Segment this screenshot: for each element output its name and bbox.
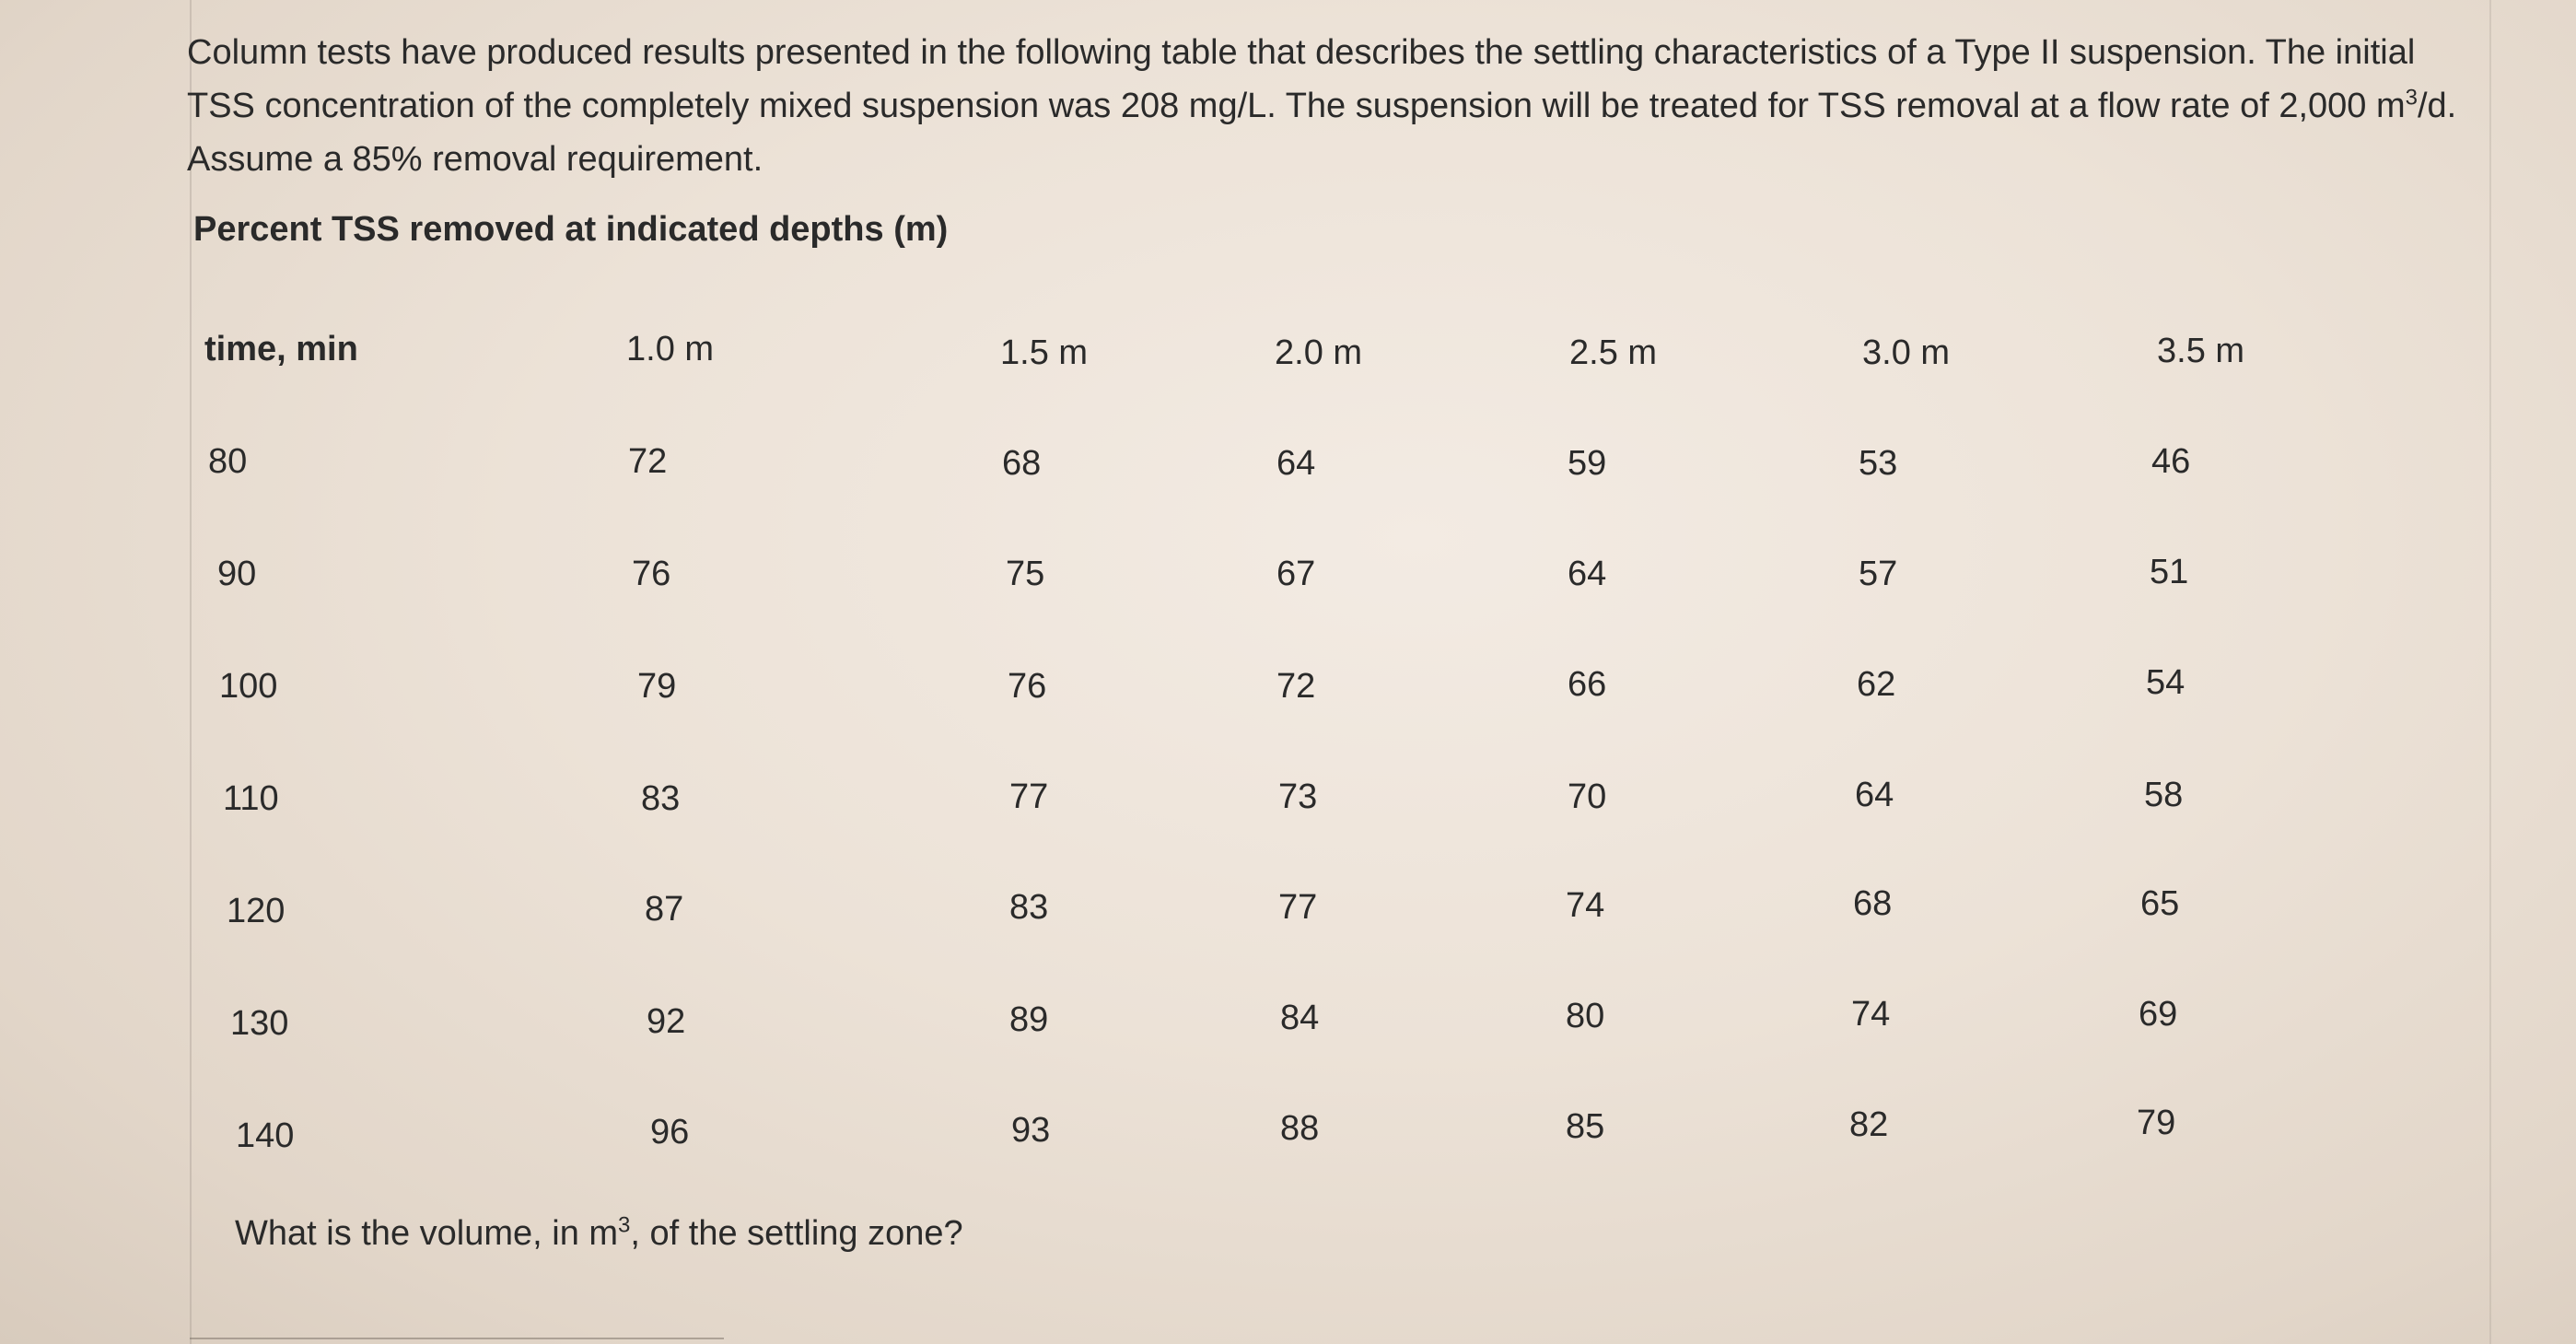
intro-line-2: [187, 79, 2471, 133]
removal-cell: 83: [1009, 888, 1049, 927]
time-cell: 80: [208, 442, 248, 481]
question-text: What is the volume, in m: [235, 1214, 619, 1253]
removal-cell: 74: [1851, 995, 1891, 1034]
time-cell: 130: [230, 1004, 289, 1043]
removal-cell: 64: [1276, 444, 1316, 483]
removal-cell: 58: [2144, 776, 2184, 814]
removal-cell: 68: [1002, 444, 1042, 483]
removal-cell: 79: [637, 667, 677, 706]
removal-cell: 96: [650, 1113, 690, 1151]
intro-line-1: Column tests have produced results presented in the following table that describes the settling characteristics of a Type II suspension. The initial: [187, 33, 2416, 72]
removal-cell: 73: [1278, 777, 1318, 816]
removal-cell: 72: [628, 442, 668, 481]
removal-cell: 76: [632, 555, 671, 593]
removal-cell: 74: [1566, 886, 1605, 925]
removal-cell: 67: [1276, 555, 1316, 593]
removal-cell: 93: [1011, 1111, 1051, 1150]
removal-cell: 84: [1280, 999, 1320, 1037]
removal-cell: 51: [2150, 553, 2189, 591]
removal-cell: 83: [641, 779, 681, 818]
question: [235, 1214, 963, 1254]
removal-cell: 64: [1855, 776, 1894, 814]
removal-cell: 87: [645, 890, 684, 929]
removal-cell: 80: [1566, 997, 1605, 1035]
removal-cell: 46: [2151, 442, 2191, 481]
removal-cell: 88: [1280, 1109, 1320, 1148]
time-cell: 120: [227, 892, 286, 930]
removal-cell: 70: [1568, 777, 1607, 816]
header-depth: 2.5 m: [1569, 333, 1658, 372]
time-cell: 140: [236, 1116, 295, 1155]
removal-cell: 62: [1857, 665, 1896, 704]
removal-cell: 59: [1568, 444, 1607, 483]
table-caption: Percent TSS removed at indicated depths (m): [193, 210, 949, 249]
header-depth: 1.0 m: [626, 330, 715, 368]
question-text-end: , of the settling zone?: [630, 1214, 963, 1253]
removal-cell: 75: [1006, 555, 1045, 593]
header-depth: 3.0 m: [1862, 333, 1951, 372]
intro-line-2-unit: /d.: [2417, 87, 2457, 125]
header-time: time, min: [204, 330, 358, 368]
removal-cell: 79: [2137, 1104, 2176, 1142]
answer-underline: [190, 1338, 724, 1339]
removal-cell: 57: [1859, 555, 1898, 593]
removal-cell: 89: [1009, 1000, 1049, 1039]
intro-line-2-text: TSS concentration of the completely mixed suspension was 208 mg/L. The suspension will be treated for TSS removal at a flow rate of 2,000 m: [187, 87, 2406, 125]
header-depth: 1.5 m: [1000, 333, 1089, 372]
intro-line-3: Assume a 85% removal requirement.: [187, 140, 763, 179]
removal-cell: 69: [2139, 995, 2178, 1034]
question-superscript: 3: [618, 1212, 631, 1238]
removal-cell: 77: [1278, 888, 1318, 927]
page-edge-line-right: [2489, 0, 2491, 1344]
removal-cell: 53: [1859, 444, 1898, 483]
removal-cell: 77: [1009, 777, 1049, 816]
time-cell: 100: [219, 667, 278, 706]
problem-statement: [187, 26, 2471, 186]
removal-cell: 65: [2140, 884, 2180, 923]
removal-cell: 92: [647, 1002, 686, 1041]
removal-cell: 82: [1849, 1105, 1889, 1144]
time-cell: 90: [217, 555, 257, 593]
removal-cell: 68: [1853, 884, 1893, 923]
removal-cell: 76: [1008, 667, 1047, 706]
removal-cell: 64: [1568, 555, 1607, 593]
time-cell: 110: [223, 779, 279, 818]
header-depth: 3.5 m: [2157, 332, 2245, 370]
header-depth: 2.0 m: [1275, 333, 1363, 372]
removal-cell: 72: [1276, 667, 1316, 706]
removal-cell: 85: [1566, 1107, 1605, 1146]
removal-cell: 54: [2146, 663, 2186, 702]
removal-cell: 66: [1568, 665, 1607, 704]
page-edge-line: [190, 0, 192, 1344]
cubic-superscript: 3: [2405, 85, 2418, 111]
